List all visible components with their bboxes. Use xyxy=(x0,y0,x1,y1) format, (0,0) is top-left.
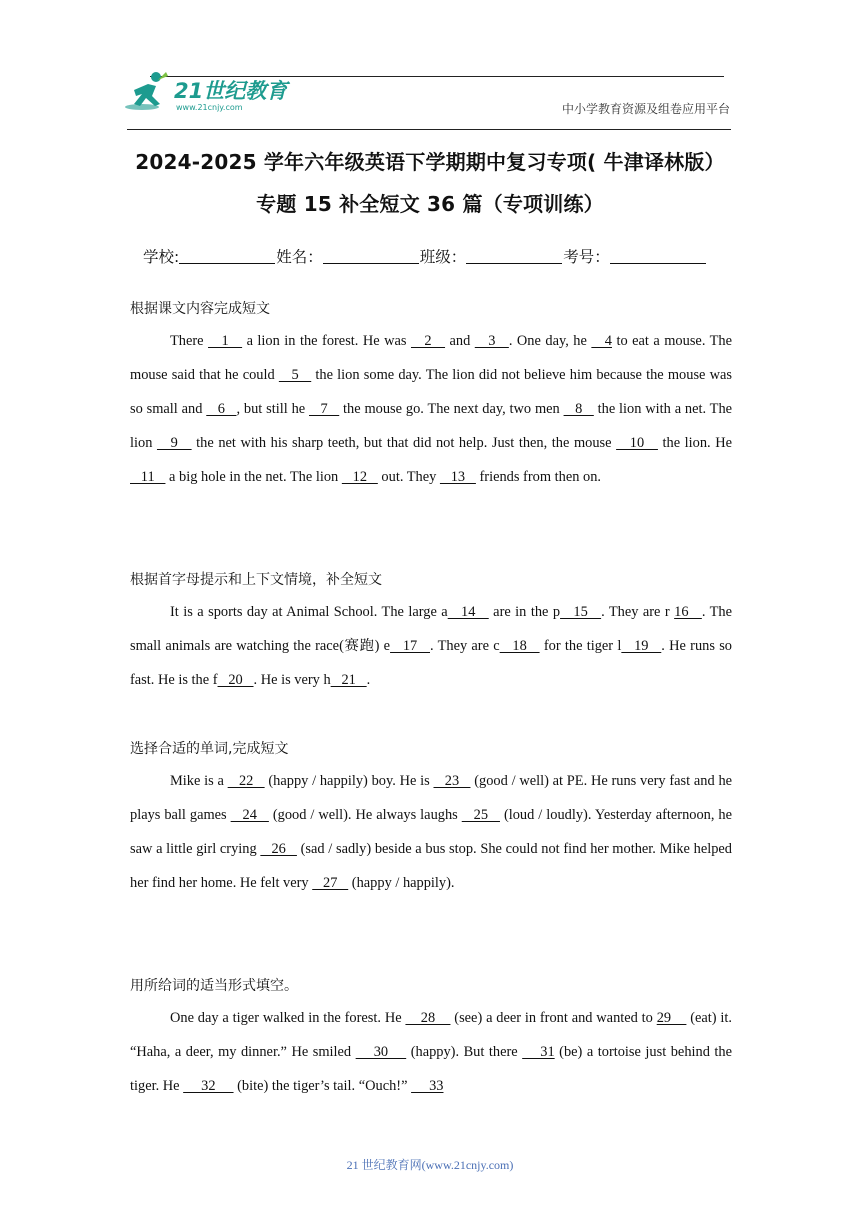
passage-text: a big hole in the net. The lion xyxy=(165,469,342,485)
passage-text: . They are r xyxy=(601,604,675,620)
passage-text: . The small animals are watching the race(赛跑) e xyxy=(130,604,732,654)
answer-blank[interactable]: 7 xyxy=(309,401,340,417)
passage-text: . He is very h xyxy=(253,672,331,688)
answer-blank[interactable]: 4 xyxy=(591,333,612,349)
section-heading: 根据课文内容完成短文 xyxy=(130,301,270,317)
answer-blank[interactable]: 3 xyxy=(474,333,509,349)
answer-blank[interactable]: 5 xyxy=(278,367,312,383)
passage-text: for the tiger l xyxy=(539,638,622,654)
student-info-row xyxy=(143,245,707,267)
answer-blank[interactable]: 30 xyxy=(355,1044,407,1060)
page-subtitle: 专题 15 补全短文 36 篇（专项训练） xyxy=(256,192,604,216)
page-title: 2024-2025 学年六年级英语下学期期中复习专项( 牛津译林版） xyxy=(135,150,725,174)
answer-blank[interactable]: 31 xyxy=(522,1044,555,1060)
passage-text: out. They xyxy=(377,469,440,485)
exam-no-blank[interactable] xyxy=(610,248,706,264)
answer-blank[interactable]: 18 xyxy=(499,638,540,654)
answer-blank[interactable]: 24 xyxy=(230,807,269,823)
answer-blank[interactable]: 8 xyxy=(563,401,594,417)
passage-text: . He runs so fast. He is the f xyxy=(130,638,733,688)
school-label: 学校: xyxy=(143,248,180,266)
header-rule-bottom xyxy=(127,129,731,130)
answer-blank[interactable]: 29 xyxy=(656,1010,687,1026)
answer-blank[interactable]: 22 xyxy=(227,773,265,789)
answer-blank[interactable]: 32 xyxy=(183,1078,234,1094)
answer-blank[interactable]: 25 xyxy=(461,807,500,823)
class-label: 班级： xyxy=(419,248,467,266)
answer-blank[interactable]: 9 xyxy=(156,435,192,451)
name-blank[interactable] xyxy=(323,248,419,264)
section-heading: 用所给词的适当形式填空。 xyxy=(130,978,298,994)
passage-text: a lion in the forest. He was xyxy=(242,333,411,349)
answer-blank[interactable]: 15 xyxy=(560,604,602,620)
logo-url: www.21cnjy.com xyxy=(176,103,243,112)
name-label: 姓名： xyxy=(276,248,323,266)
passage-text: , but still he xyxy=(236,401,309,417)
passage-text: Mike is a xyxy=(170,773,228,789)
answer-blank[interactable]: 27 xyxy=(312,875,349,891)
passage-text: (happy). But there xyxy=(406,1044,523,1060)
answer-blank[interactable]: 21 xyxy=(330,672,367,688)
class-blank[interactable] xyxy=(466,248,562,264)
passage-text: (good / well) at PE. He runs very fast and he plays ball games xyxy=(130,773,733,823)
passage-text: . One day, he xyxy=(508,333,592,349)
school-blank[interactable] xyxy=(179,248,275,264)
passage-text: (loud / loudly). Yesterday afternoon, he saw a little girl crying xyxy=(130,807,733,857)
footer-source: 21 世纪教育网(www.21cnjy.com) xyxy=(346,1158,514,1172)
passage xyxy=(130,1001,732,1103)
answer-blank[interactable]: 10 xyxy=(616,435,658,451)
passage-text: One day a tiger walked in the forest. He xyxy=(170,1010,406,1026)
passage-text: and xyxy=(445,333,475,349)
passage-text: It is a sports day at Animal School. The large a xyxy=(170,604,448,620)
passage-text: the lion some day. The lion did not believe him because the mouse was so small and xyxy=(130,367,733,417)
passage-text: the mouse go. The next day, two men xyxy=(339,401,564,417)
passage-text: (eat) it. “Haha, a deer, my dinner.” He smiled xyxy=(130,1010,733,1060)
section-heading: 选择合适的单词,完成短文 xyxy=(130,741,289,757)
answer-blank[interactable]: 11 xyxy=(130,469,166,485)
answer-blank[interactable]: 13 xyxy=(439,469,476,485)
answer-blank[interactable]: 2 xyxy=(410,333,446,349)
passage-text: (sad / sadly) beside a bus stop. She could not find her mother. Mike helped her find her home. He felt very xyxy=(130,841,732,891)
passage-text: to eat a mouse. The mouse said that he could xyxy=(130,333,733,383)
passage-text: There xyxy=(170,333,209,349)
answer-blank[interactable]: 12 xyxy=(341,469,378,485)
passage-text: are in the p xyxy=(488,604,561,620)
passage xyxy=(130,764,732,900)
section-heading: 根据首字母提示和上下文情境，补全短文 xyxy=(130,572,382,588)
answer-blank[interactable]: 23 xyxy=(433,773,471,789)
passage-text: friends from then on. xyxy=(475,469,601,485)
passage-text: . They are c xyxy=(430,638,500,654)
passage-text: (be) a tortoise just behind the tiger. He xyxy=(130,1044,733,1094)
answer-blank[interactable]: 1 xyxy=(208,333,243,349)
passage-text: (bite) the tiger’s tail. “Ouch!” xyxy=(233,1078,412,1094)
answer-blank[interactable]: 33 xyxy=(411,1078,444,1094)
passage-text: (good / well). He always laughs xyxy=(268,807,462,823)
answer-blank[interactable]: 19 xyxy=(621,638,662,654)
passage xyxy=(130,595,732,697)
answer-blank[interactable]: 28 xyxy=(405,1010,451,1026)
platform-tagline: 中小学教育资源及组卷应用平台 xyxy=(561,102,730,116)
answer-blank[interactable]: 17 xyxy=(390,638,430,654)
answer-blank[interactable]: 14 xyxy=(447,604,489,620)
passage-text: . xyxy=(366,672,371,688)
passage-text: the lion with a net. The lion xyxy=(130,401,733,451)
answer-blank[interactable]: 6 xyxy=(206,401,237,417)
passage xyxy=(130,324,732,494)
answer-blank[interactable]: 26 xyxy=(260,841,297,857)
passage-text: (happy / happily). xyxy=(348,875,455,891)
logo-text: 21世纪教育 xyxy=(174,79,288,103)
passage-text: the net with his sharp teeth, but that did not help. Just then, the mouse xyxy=(191,435,617,451)
exam-no-label: 考号： xyxy=(563,248,610,266)
passage-text: (see) a deer in front and wanted to xyxy=(450,1010,657,1026)
passage-text: (happy / happily) boy. He is xyxy=(264,773,434,789)
21cnjy-logo-icon xyxy=(122,70,292,116)
answer-blank[interactable]: 20 xyxy=(217,672,254,688)
passage-text: the lion. He xyxy=(657,435,732,451)
answer-blank[interactable]: 16 xyxy=(674,604,702,620)
